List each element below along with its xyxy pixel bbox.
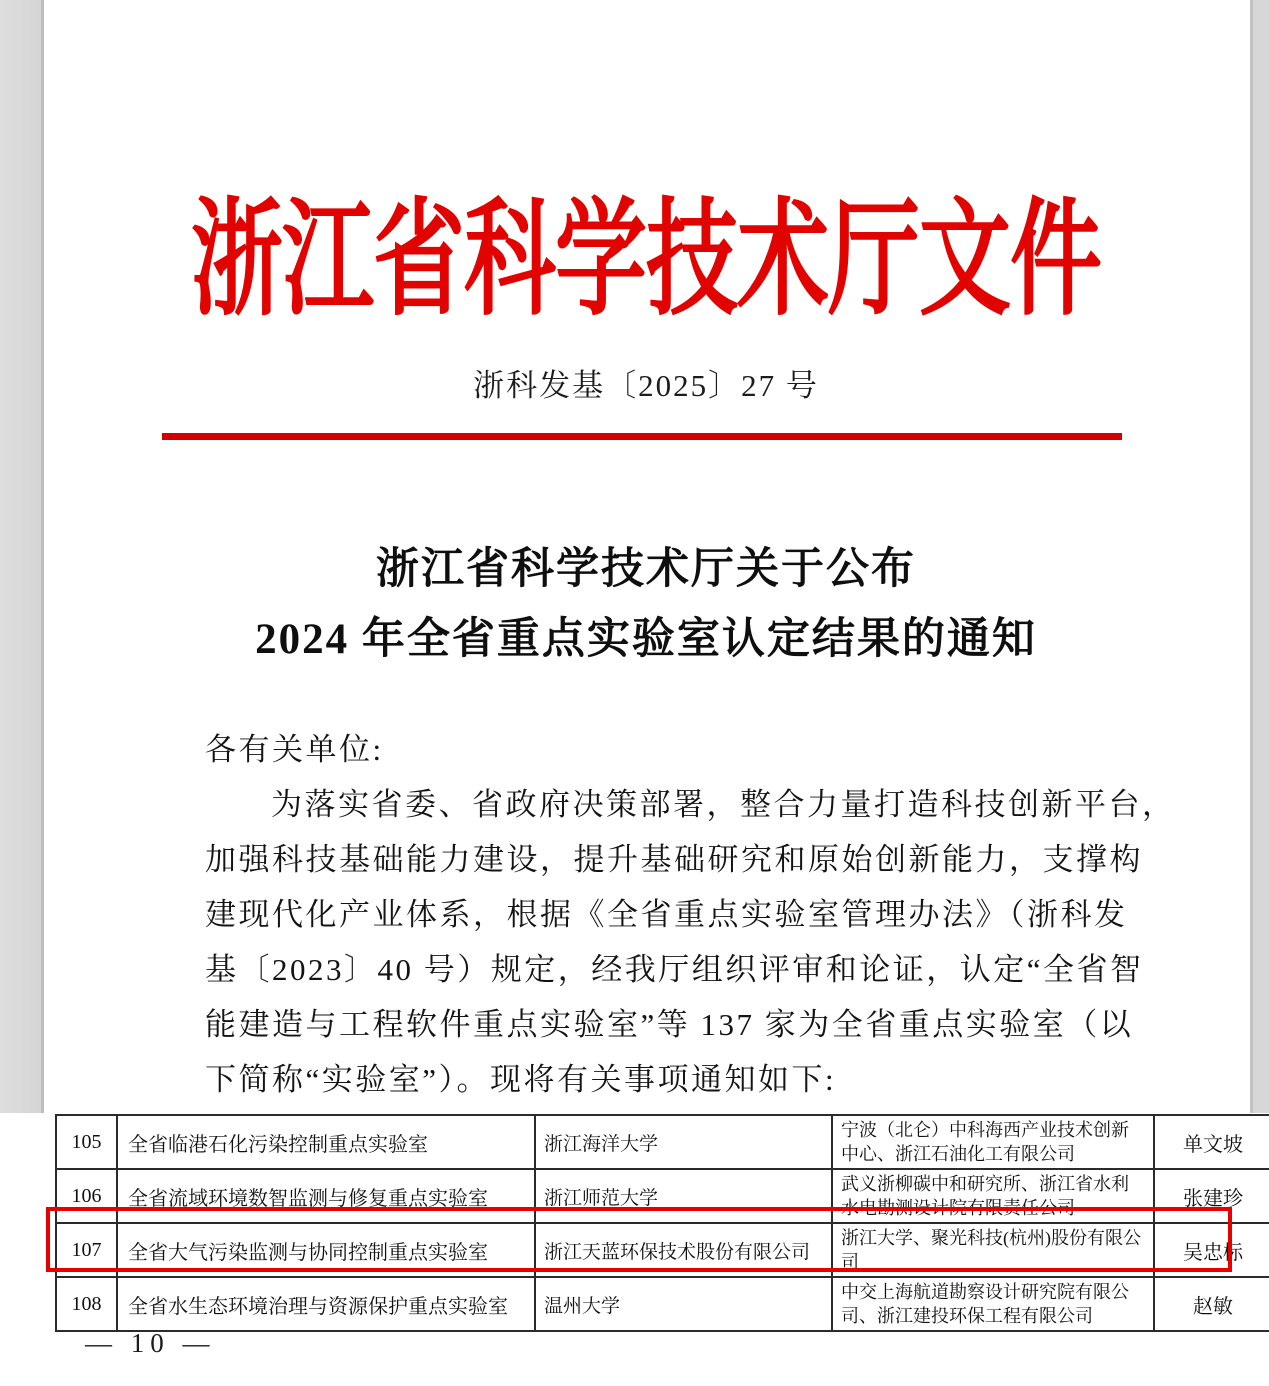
lab-name-cell: 全省水生态环境治理与资源保护重点实验室 xyxy=(117,1277,535,1331)
director-cell: 吴忠标 xyxy=(1154,1223,1269,1277)
body-line: 下简称“实验室”）。现将有关事项通知如下: xyxy=(205,1062,837,1097)
table-row-108 xyxy=(56,1277,1269,1331)
partners-cell: 宁波（北仑）中科海西产业技术创新中心、浙江石油化工有限公司 xyxy=(832,1115,1154,1169)
institution-cell: 温州大学 xyxy=(535,1277,832,1331)
page-number: — 10 — xyxy=(85,1328,216,1358)
institution-cell: 浙江海洋大学 xyxy=(535,1115,832,1169)
red-divider-rule xyxy=(162,433,1122,440)
body-line: 建现代化产业体系，根据《全省重点实验室管理办法》（浙科发 xyxy=(205,897,1128,932)
salutation: 各有关单位: xyxy=(205,732,384,767)
document-number: 浙科发基〔2025〕27 号 xyxy=(473,368,819,403)
notice-title-line1: 浙江省科学技术厅关于公布 xyxy=(376,546,916,593)
page-right-margin xyxy=(1250,0,1269,1113)
row-number-cell: 106 xyxy=(56,1169,117,1223)
table-row-105 xyxy=(56,1115,1269,1169)
body-line: 为落实省委、省政府决策部署，整合力量打造科技创新平台， xyxy=(271,787,1176,822)
notice-title-line2: 2024 年全省重点实验室认定结果的通知 xyxy=(255,616,1037,663)
partners-cell: 武义浙柳碳中和研究所、浙江省水利水电勘测设计院有限责任公司 xyxy=(832,1169,1154,1223)
director-cell: 单文坡 xyxy=(1154,1115,1269,1169)
body-line: 能建造与工程软件重点实验室”等 137 家为全省重点实验室（以 xyxy=(205,1007,1134,1042)
body-line: 基〔2023〕40 号）规定，经我厅组织评审和论证，认定“全省智 xyxy=(205,952,1144,987)
lab-name-cell: 全省临港石化污染控制重点实验室 xyxy=(117,1115,535,1169)
page-left-margin xyxy=(0,0,44,1113)
red-highlight-box xyxy=(46,1207,1232,1272)
institution-cell: 浙江师范大学 xyxy=(535,1169,832,1223)
row-number-cell: 105 xyxy=(56,1115,117,1169)
lab-name-cell: 全省流域环境数智监测与修复重点实验室 xyxy=(117,1169,535,1223)
row-number-cell: 108 xyxy=(56,1277,117,1331)
partners-cell: 浙江大学、聚光科技(杭州)股份有限公司 xyxy=(832,1223,1154,1277)
institution-cell: 浙江天蓝环保技术股份有限公司 xyxy=(535,1223,832,1277)
body-paragraph xyxy=(205,722,1176,1107)
director-cell: 张建珍 xyxy=(1154,1169,1269,1223)
lab-name-cell: 全省大气污染监测与协同控制重点实验室 xyxy=(117,1223,535,1277)
row-number-cell: 107 xyxy=(56,1223,117,1277)
letterhead-title: 浙江省科学技术厅文件 xyxy=(190,189,1101,331)
partners-cell: 中交上海航道勘察设计研究院有限公司、浙江建投环保工程有限公司 xyxy=(832,1277,1154,1331)
director-cell: 赵敏 xyxy=(1154,1277,1269,1331)
body-line: 加强科技基础能力建设，提升基础研究和原始创新能力，支撑构 xyxy=(205,842,1143,877)
